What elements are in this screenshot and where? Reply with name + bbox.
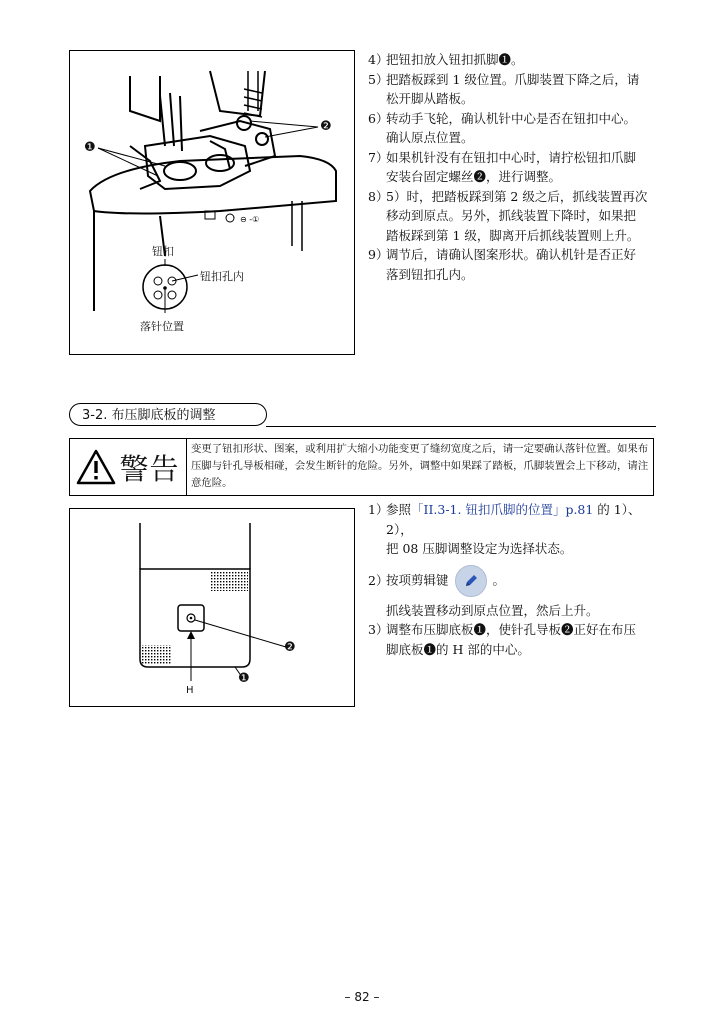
step-6: 6） 转动手飞轮，确认机针中心是否在钮扣中心。 bbox=[368, 110, 637, 126]
edit-key-button[interactable] bbox=[455, 565, 487, 597]
step-5-cont: 松开脚从踏板。 bbox=[386, 91, 474, 106]
step2-3: 3） 调整布压脚底板❶，使针孔导板❷正好在布压 bbox=[368, 622, 637, 637]
steps-list-2 bbox=[368, 500, 664, 659]
callout-2: ❷ bbox=[320, 119, 332, 134]
step-8: 8） 5）时，把踏板踩到第 2 级之后，抓线装置再次 bbox=[368, 188, 648, 204]
section-heading: 3-2. 布压脚底板的调整 bbox=[69, 403, 267, 426]
callout-2: ❷ bbox=[284, 640, 296, 655]
callout-1: ❶ bbox=[238, 671, 250, 686]
step-6-cont: 确认原点位置。 bbox=[386, 130, 474, 145]
presser-plate-drawing bbox=[70, 509, 354, 706]
button-clamp-figure bbox=[69, 50, 355, 355]
step-4: 4） 把钮扣放入钮扣抓脚❶。 bbox=[368, 52, 524, 67]
step-7: 7） 如果机针没有在钮扣中心时，请拧松钮扣爪脚 bbox=[368, 149, 637, 165]
pencil-icon bbox=[463, 573, 479, 589]
step-7-cont: 安装台固定螺丝❷，进行调整。 bbox=[386, 169, 562, 184]
warning-title: 警告 bbox=[119, 451, 180, 486]
page-number: – 82 – bbox=[344, 990, 380, 1004]
step2-1: 1） 参照「II.3-1. 钮扣爪脚的位置」p.81 的 1）、2）， bbox=[368, 502, 641, 537]
label-h: H bbox=[186, 685, 194, 696]
warning-header bbox=[70, 439, 187, 495]
warning-box bbox=[69, 438, 654, 496]
step2-2-cont: 抓线装置移动到原点位置，然后上升。 bbox=[386, 602, 599, 618]
step-8-cont: 移动到原点。另外，抓线装置下降时，如果把 bbox=[386, 208, 637, 223]
steps-list-1 bbox=[368, 50, 664, 284]
step2-3-cont: 脚底板❶的 H 部的中心。 bbox=[386, 641, 530, 657]
svg-text:⊖ -①: ⊖ -① bbox=[240, 215, 260, 224]
step-5: 5） 把踏板踩到 1 级位置。爪脚装置下降之后，请 bbox=[368, 71, 640, 87]
step-9-cont: 落到钮扣孔内。 bbox=[386, 266, 474, 282]
section-divider bbox=[266, 426, 656, 427]
callout-1: ❶ bbox=[84, 140, 96, 155]
label-needle-position: 落针位置 bbox=[140, 320, 184, 333]
button-clamp-drawing bbox=[70, 51, 354, 354]
reference-link[interactable]: 「II.3-1. 钮扣爪脚的位置」p.81 bbox=[411, 502, 594, 517]
warning-text: 变更了钮扣形状、图案，或利用扩大缩小功能变更了缝纫宽度之后，请一定要确认落针位置。如果布压脚与针孔导板相碰，会发生断针的危险。另外，调整中如果踩了踏板，爪脚装置会上下移动，请注意危险。 bbox=[191, 443, 649, 489]
step2-1-cont: 把 08 压脚调整设定为选择状态。 bbox=[386, 541, 573, 556]
presser-plate-figure bbox=[69, 508, 355, 707]
step-8-cont2: 踏板踩到第 1 级，脚离开后抓线装置则上升。 bbox=[386, 227, 640, 243]
label-button: 钮扣 bbox=[152, 245, 174, 258]
step2-2: 2） 按项剪辑键 。 bbox=[368, 565, 664, 597]
step-9: 9） 调节后，请确认图案形状。确认机针是否正好 bbox=[368, 247, 637, 262]
warning-triangle-icon bbox=[76, 449, 116, 485]
label-button-hole: 钮扣孔内 bbox=[200, 270, 244, 283]
